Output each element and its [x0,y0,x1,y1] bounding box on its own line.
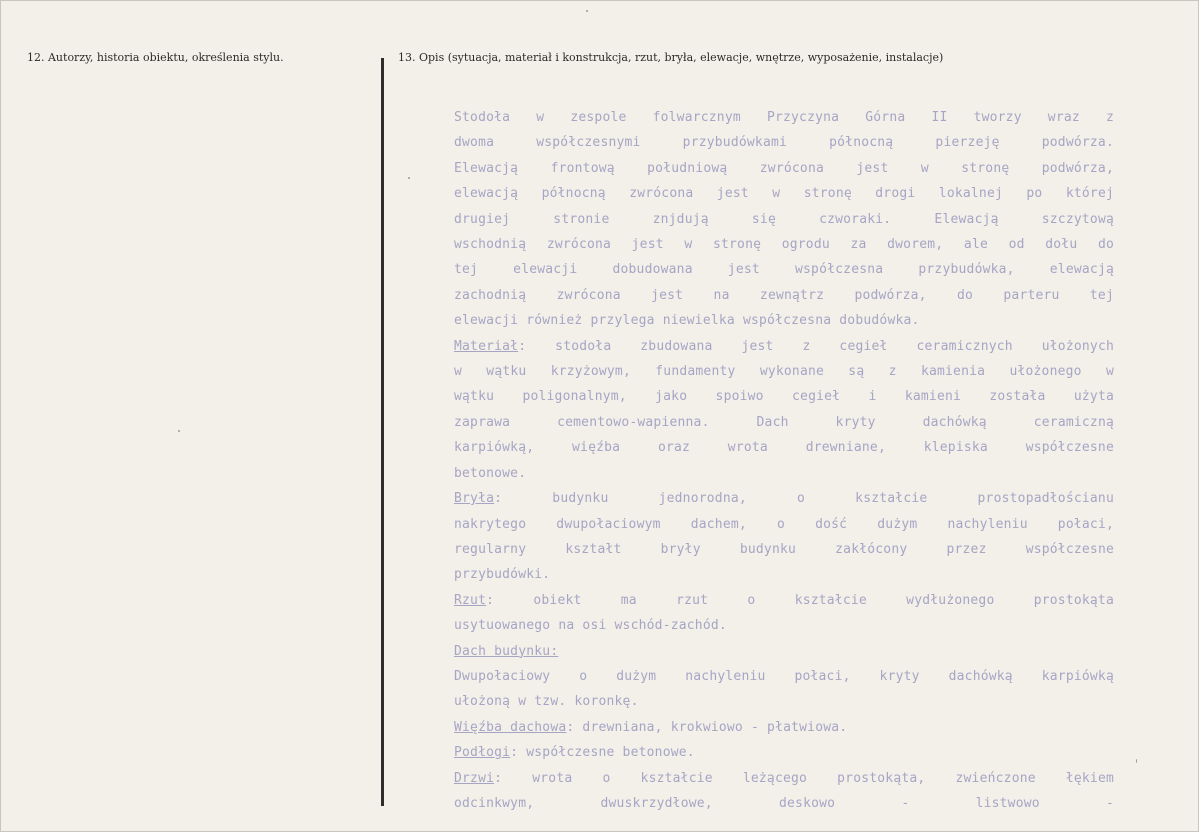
drzwi-label: Drzwi [454,770,495,786]
bryla-label: Bryła [454,491,495,507]
text-line: dwoma współczesnymi przybudówkami północną pierzeję podwórza. [454,135,1114,151]
text-line: odcinkwym, dwuskrzydłowe, deskowo - listwowo - [454,795,1114,811]
text-line: Elewacją frontową południową zwrócona jest w stronę podwórza, [454,160,1114,176]
text-line: usytuowanego na osi wschód-zachód. [454,618,727,634]
text-line: przybudówki. [454,567,551,583]
section-13-heading: 13. Opis (sytuacja, materiał i konstrukcja, rzut, bryła, elewacje, wnętrze, wyposażenie, instalacje) [398,51,944,64]
text-line: betonowe. [454,465,527,481]
wiezba-text: : drewniana, krokwiowo - płatwiowa. [566,719,848,735]
text-line: Stodoła w zespole folwarcznym Przyczyna Górna II tworzy wraz z [454,110,1114,125]
text-line: tej elewacji dobudowana jest współczesna przybudówka, elewacją [454,262,1114,278]
rzut-label: Rzut [454,592,487,608]
text-line: Dwupołaciowy o dużym nachyleniu połaci, kryty dachówką karpiówką [454,668,1114,684]
paper-speck [1136,759,1137,763]
paper-speck [408,177,410,179]
text-line: wątku poligonalnym, jako spoiwo cegieł i kamieni została użyta [454,389,1114,405]
dach-label: Dach budynku: [454,643,559,659]
podlogi-label: Podłogi [454,745,511,761]
paper-speck [586,10,588,12]
column-divider [381,58,384,806]
dach-heading [454,639,1114,664]
bryla-text: : budynku jednorodna, o kształcie prostopadłościanu [494,491,1114,507]
paper-speck [178,430,180,432]
section-12-heading: 12. Autorzy, historia obiektu, określenia stylu. [27,51,284,64]
text-line: regularny kształt bryły budynku zakłócony przez współczesne [454,541,1114,557]
text-line: elewacji również przylega niewielka współczesna dobudówka. [454,313,920,329]
description-text [454,105,1114,816]
rzut-text: : obiekt ma rzut o kształcie wydłużonego prostokąta [486,592,1114,608]
podlogi-text: : współczesne betonowe. [510,745,695,761]
wiezba-label: Więźba dachowa [454,719,567,735]
section-12-column [0,0,383,832]
text-line: drugiej stronie znjdują się czworaki. Elewacją szczytową [454,211,1114,227]
material-line [454,334,1114,359]
rzut-line [454,588,1114,613]
text-line: ułożoną w tzw. koronkę. [454,694,639,710]
bryla-line [454,486,1114,511]
text-line: zachodnią zwrócona jest na zewnątrz podwórza, do parteru tej [454,287,1114,303]
podlogi-line [454,740,1114,765]
text-line: zaprawa cementowo-wapienna. Dach kryty dachówką ceramiczną [454,414,1114,430]
text-line: nakrytego dwupołaciowym dachem, o dość dużym nachyleniu połaci, [454,516,1114,532]
text-line: karpiówką, więźba oraz wrota drewniane, klepiska współczesne [454,440,1114,456]
drzwi-line [454,766,1114,791]
text-line: w wątku krzyżowym, fundamenty wykonane są z kamienia ułożonego w [454,364,1114,380]
material-text: : stodoła zbudowana jest z cegieł ceramicznych ułożonych [518,338,1114,354]
wiezba-line [454,715,1114,740]
text-line: elewacją północną zwrócona jest w stronę drogi lokalnej po której [454,186,1114,202]
material-label: Materiał [454,338,519,354]
text-line: wschodnią zwrócona jest w stronę ogrodu za dworem, ale od dołu do [454,237,1114,253]
drzwi-text: : wrota o kształcie leżącego prostokąta, zwieńczone łękiem [494,770,1114,786]
